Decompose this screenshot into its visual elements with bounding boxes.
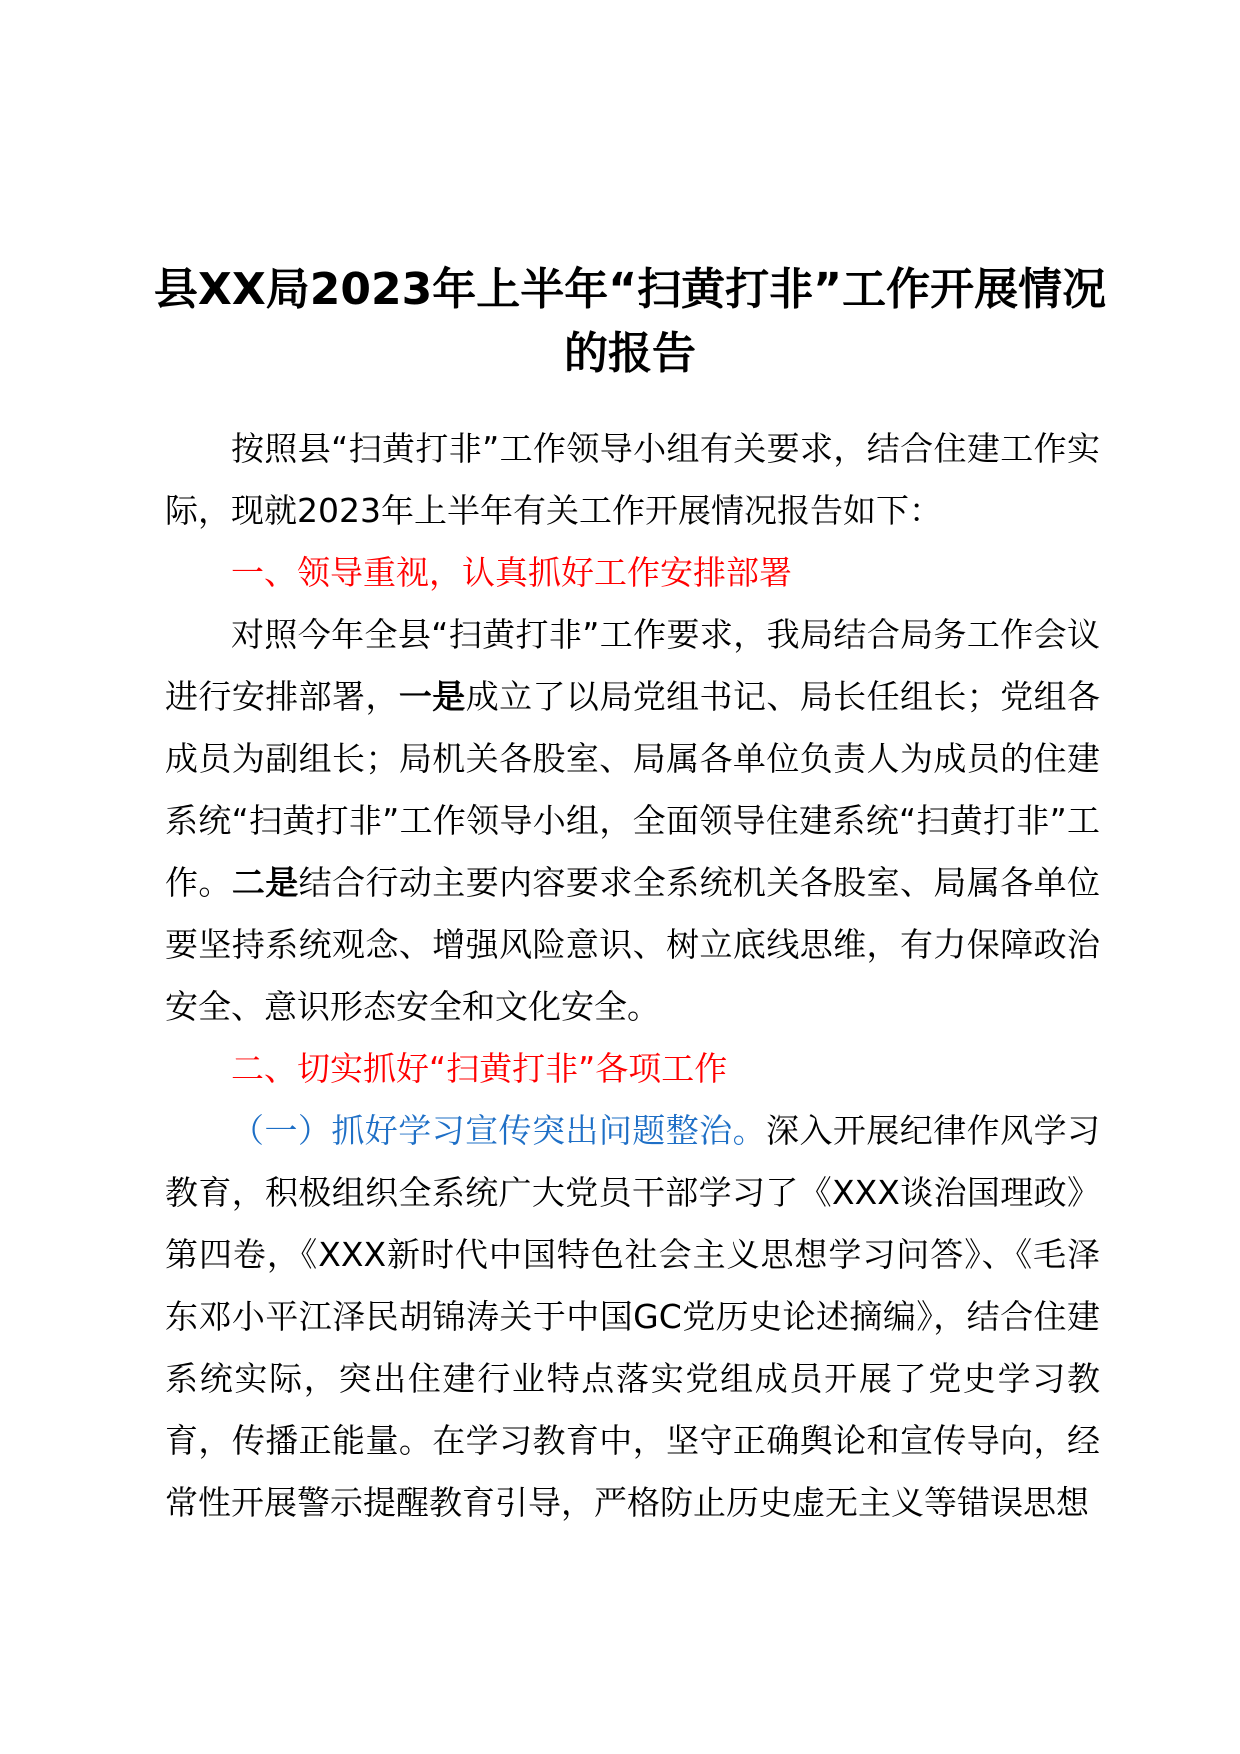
section-1-text-c: 结合行动主要内容要求全系统机关各股室、局属各单位要坚持系统观念、增强风险意识、树立底线思维，有力保障政治安全、意识形态安全和文化安全。: [165, 863, 1101, 1026]
section-1-heading: 一、领导重视，认真抓好工作安排部署: [231, 553, 792, 592]
point-2-marker: 二是: [231, 863, 299, 902]
sub-section-1-heading: （一）抓好学习宣传突出问题整治。: [231, 1111, 767, 1150]
section-2-heading: 二、切实抓好“扫黄打非”各项工作: [231, 1049, 728, 1088]
section-2-paragraph: [165, 1100, 1100, 1534]
intro-paragraph: 按照县“扫黄打非”工作领导小组有关要求，结合住建工作实际，现就2023年上半年有关工作开展情况报告如下：: [165, 429, 1100, 530]
section-1-text-b: 成立了以局党组书记、局长任组长；党组各成员为副组长；局机关各股室、局属各单位负责人为成员的住建系统“扫黄打非”工作领导小组，全面领导住建系统“扫黄打非”工作。: [165, 677, 1101, 902]
section-1-paragraph: [165, 604, 1100, 1038]
sub-section-1-text: 深入开展纪律作风学习教育，积极组织全系统广大党员干部学习了《XXX谈治国理政》第四卷，《XXX新时代中国特色社会主义思想学习问答》、《毛泽东邓小平江泽民胡锦涛关于中国GC党历史论述摘编》，结合住建系统实际，突出住建行业特点落实党组成员开展了党史学习教育，传播正能量。在学习教育中，坚守正确舆论和宣传导向，经常性开展警示提醒教育引导，严格防止历史虚无主义等错误思想: [165, 1111, 1101, 1522]
document-body: [165, 418, 1100, 1534]
document-title: 县XX局2023年上半年“扫黄打非”工作开展情况的报告: [153, 264, 1107, 379]
section-1-text-a: 对照今年全县“扫黄打非”工作要求，我局结合局务工作会议进行安排部署，: [165, 615, 1100, 716]
point-1-marker: 一是: [398, 677, 466, 716]
